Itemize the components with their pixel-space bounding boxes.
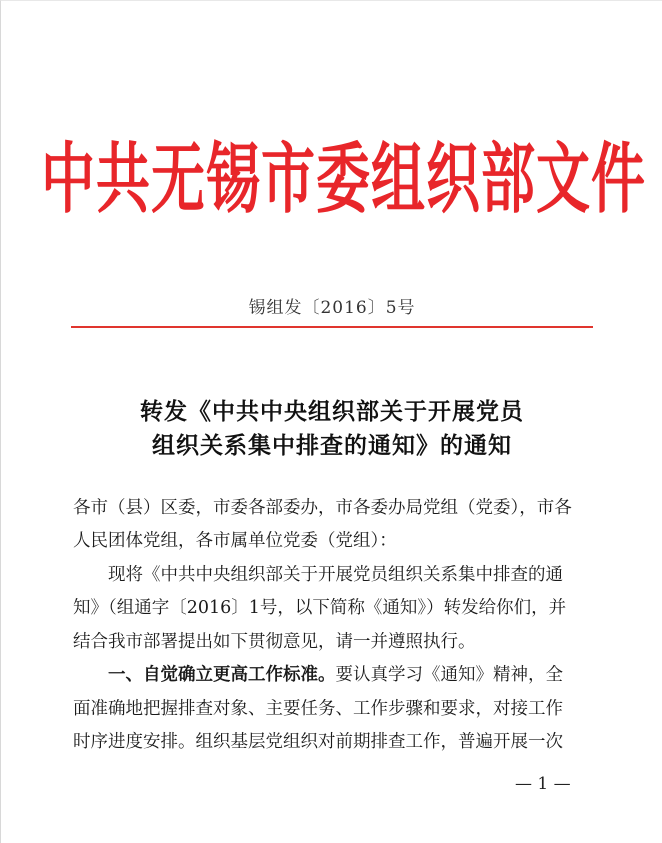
body-paragraph-line: 时序进度安排。组织基层党组织对前期排查工作，普遍开展一次 — [73, 732, 563, 752]
body-paragraph-line: 结合我市部署提出如下贯彻意见，请一并遵照执行。 — [73, 632, 476, 652]
body-paragraph-line: 知》（组通字〔2016〕1号，以下简称《通知》）转发给你们，并 — [73, 598, 567, 618]
body-paragraph-line: 现将《中共中央组织部关于开展党员组织关系集中排查的通 — [108, 565, 563, 585]
masthead-title: 中共无锡市委组织部文件 — [41, 134, 646, 225]
red-divider-line — [71, 326, 593, 328]
page-number: — 1 — — [515, 774, 571, 794]
document-title-line-1: 转发《中共中央组织部关于开展党员 — [140, 398, 524, 425]
body-paragraph-line: 面准确地把握排查对象、主要任务、工作步骤和要求，对接工作 — [73, 699, 563, 719]
section-1-text: 要认真学习《通知》精神，全 — [335, 665, 563, 685]
addressee-line-1: 各市（县）区委，市委各部委办，市各委办局党组（党委），市各 — [73, 498, 572, 518]
addressee-line-2: 人民团体党组，各市属单位党委（党组）： — [73, 531, 397, 551]
document-number: 锡组发〔2016〕5号 — [248, 298, 416, 318]
section-1-heading: 一、自觉确立更高工作标准。 — [108, 665, 336, 685]
document-title-line-2: 组织关系集中排查的通知》的通知 — [152, 432, 512, 459]
section-1-first-line — [73, 659, 638, 693]
